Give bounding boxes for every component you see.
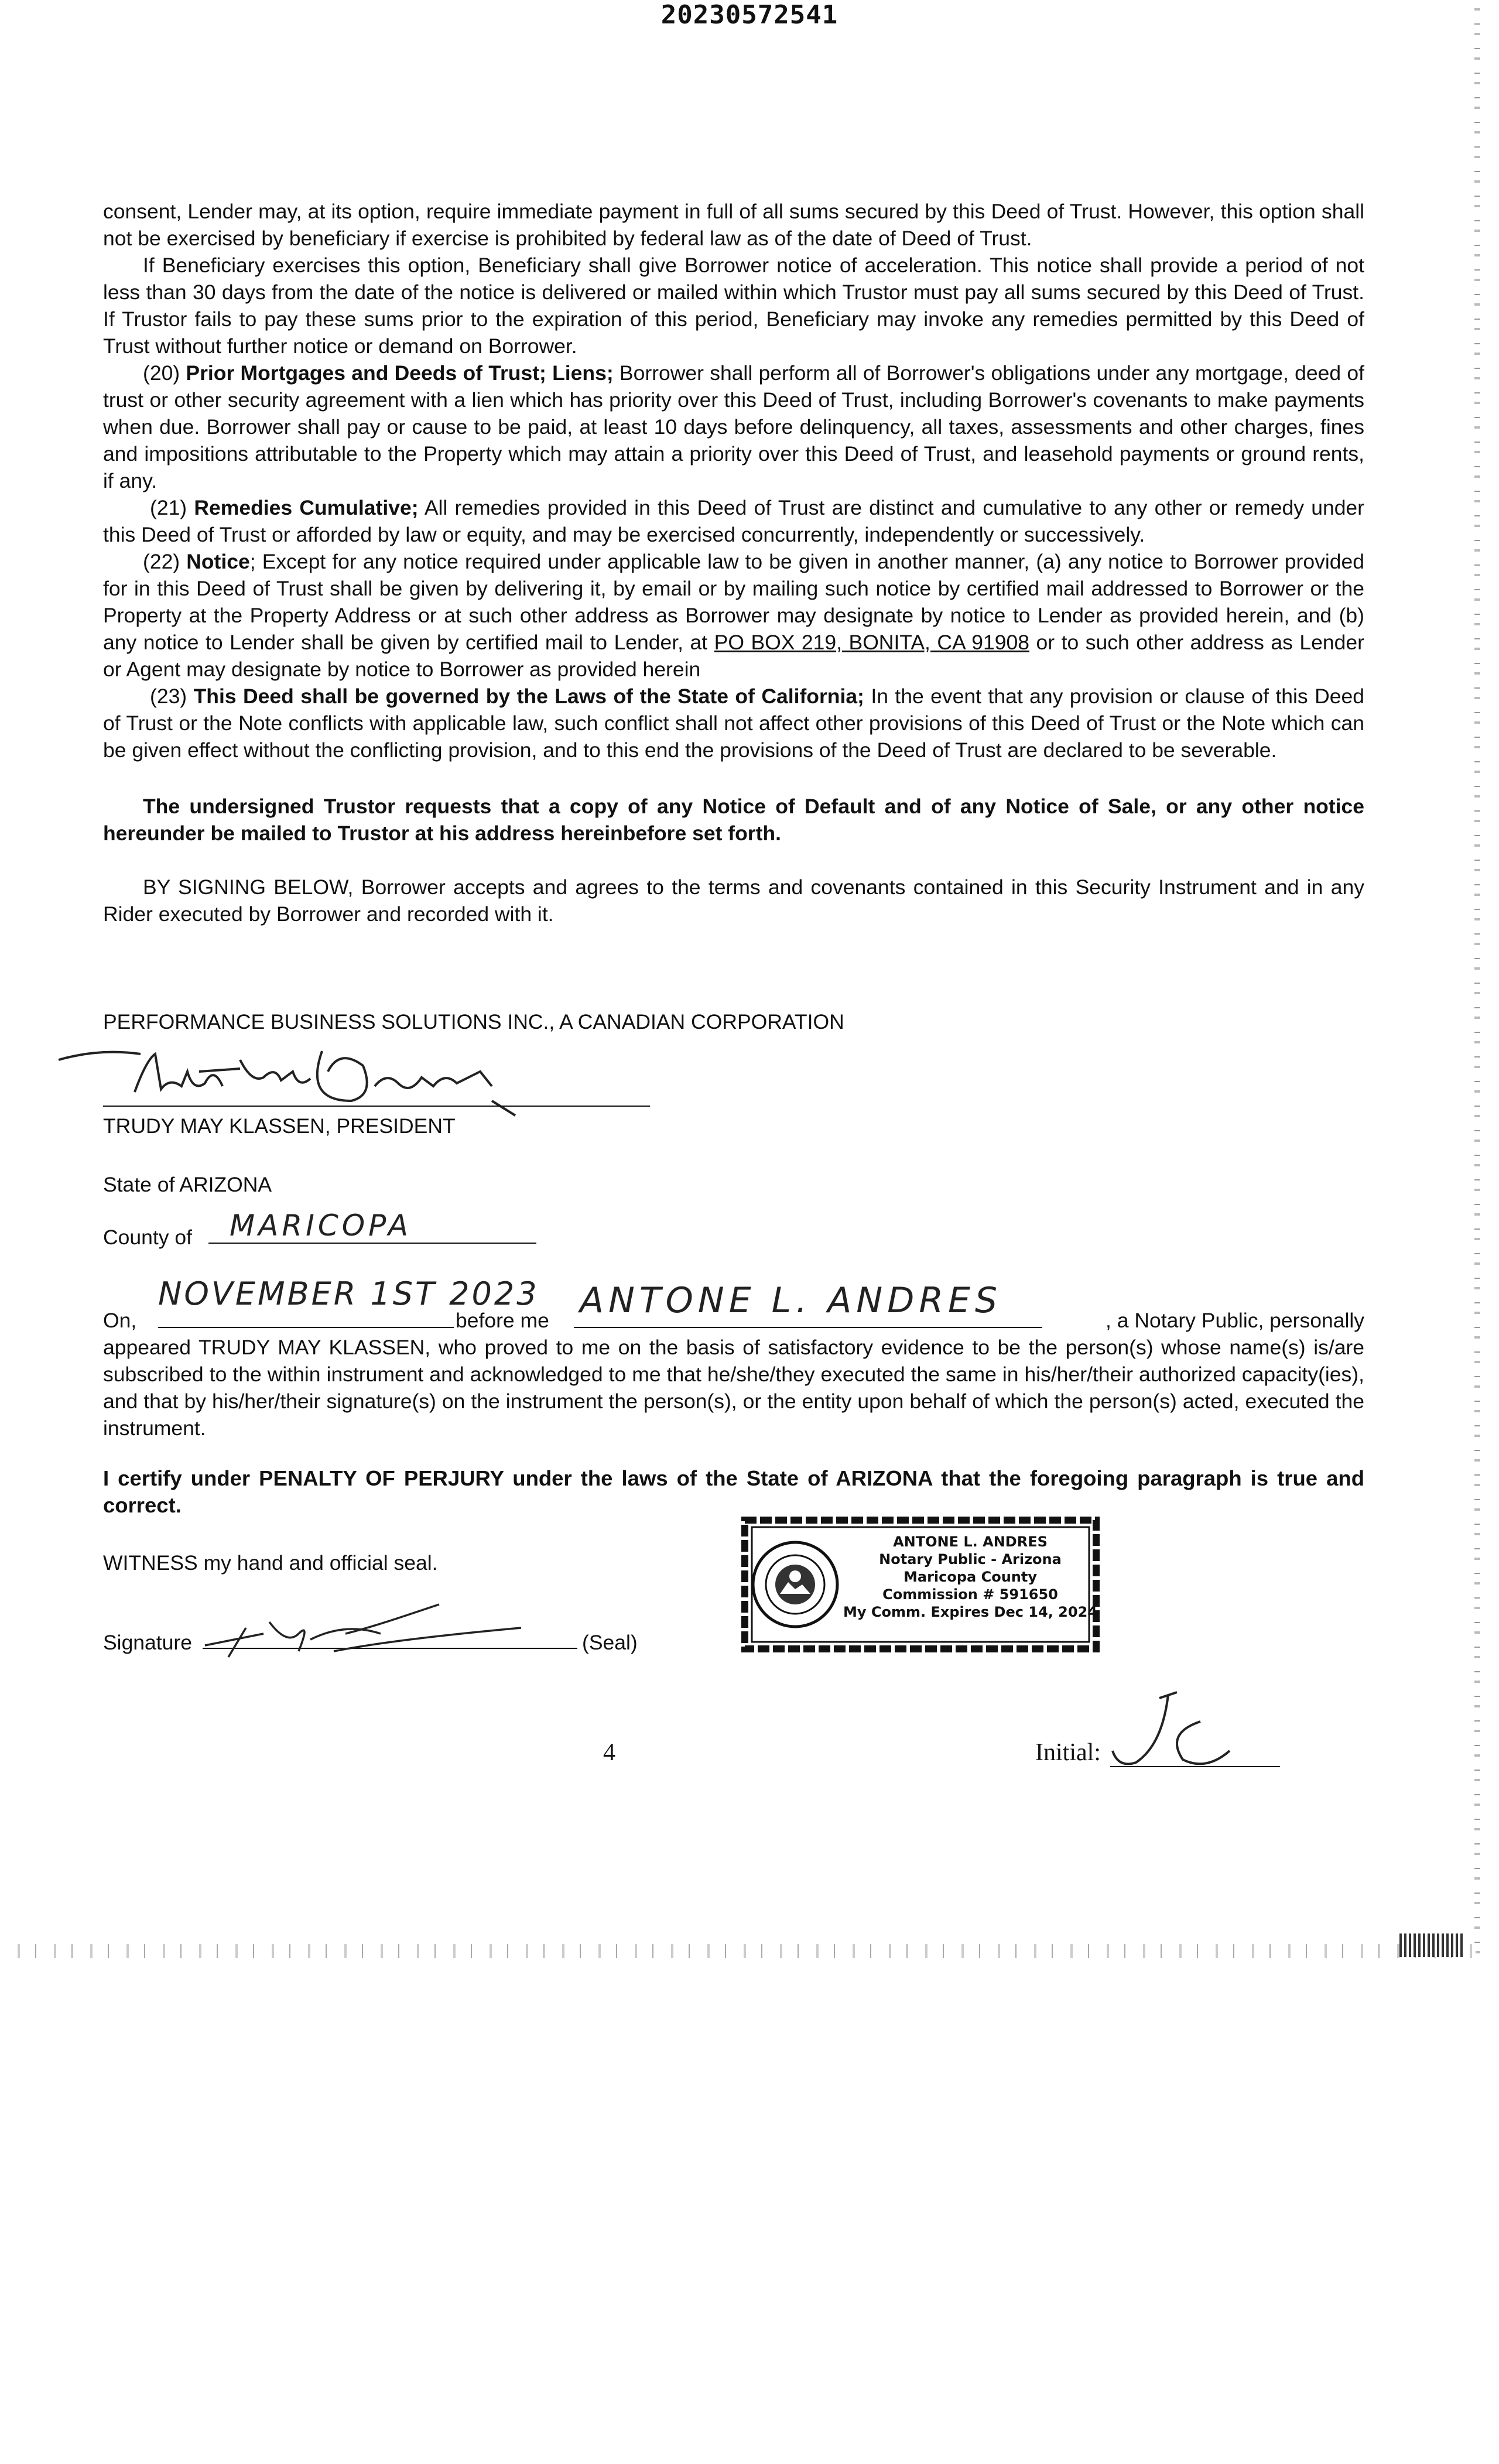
paragraph-consent: consent, Lender may, at its option, require immediate payment in full of all sums secured by this Deed of Trust. However, this option shall not be exercised by beneficiary if exercise is prohibited by federal law as of the date of Deed of Trust. [103, 200, 1364, 250]
section-title: Prior Mortgages and Deeds of Trust; Liens; [186, 361, 614, 385]
scan-edge-bottom [0, 1944, 1476, 1958]
on-label: On, [103, 1309, 137, 1332]
date-handwritten: NOVEMBER 1ST 2023 [158, 1275, 539, 1312]
section-title: Notice [186, 550, 250, 573]
seal-label: (Seal) [582, 1631, 638, 1654]
section-number: (22) [143, 550, 180, 573]
signature-label: Signature [103, 1631, 192, 1654]
seal-line: Commission # 591650 [882, 1586, 1058, 1603]
date-line [158, 1327, 454, 1328]
section-number: (21) [150, 496, 187, 519]
signer-name: TRUDY MAY KLASSEN, PRESIDENT [103, 1114, 456, 1138]
section-text: All remedies provided in this Deed of Trust are distinct and cumulative to any other or remedy under this Deed of Trust or afforded by law or equity, and may be exercised concurrently, independently or successively. [103, 496, 1364, 546]
section-text-tail: or to such other address as Lender or Agent may designate by notice to Borrower as provided herein [103, 631, 1364, 681]
before-me: before me [456, 1309, 549, 1332]
seal-line: Notary Public - Arizona [879, 1551, 1062, 1568]
section-title: Remedies Cumulative; [194, 496, 419, 519]
county-handwritten: MARICOPA [230, 1209, 412, 1243]
paragraph-22 [103, 548, 1364, 683]
seal-line: My Comm. Expires Dec 14, 2024 [843, 1604, 1097, 1620]
section-number: (20) [143, 361, 180, 385]
lender-address: PO BOX 219, BONITA, CA 91908 [714, 631, 1029, 654]
company-name: PERFORMANCE BUSINESS SOLUTIONS INC., A CANADIAN CORPORATION [103, 1010, 844, 1033]
paragraph-23 [103, 683, 1364, 764]
seal-line: Maricopa County [903, 1569, 1037, 1585]
section-text: Borrower shall perform all of Borrower's obligations under any mortgage, deed of trust or other security agreement with a lien which has priority over this Deed of Trust, including Borrower's covenants to make payments when due. Borrower shall pay or cause to be paid, at least 10 days before delinquency, all taxes, assessments and other charges, fines and impositions attributable to the Property which may attain a priority over this Deed of Trust, and leasehold payments or ground rents, if any. [103, 361, 1364, 492]
acknowledgment-text: appeared TRUDY MAY KLASSEN, who proved to me on the basis of satisfactory evidence to be the person(s) whose name(s) is/are subscribed to the within instrument and acknowledged to me that he/she/they executed the same in his/her/their authorized capacity(ies), and that by his/her/their signature(s) on the instrument the person(s), or the entity upon behalf of which the person(s) acted, executed the instrument. [103, 1336, 1364, 1440]
section-title: This Deed shall be governed by the Laws of the State of California; [193, 685, 864, 708]
paragraph-20 [103, 360, 1364, 494]
initials-signature [1095, 1686, 1247, 1774]
section-text: ; Except for any notice required under applicable law to be given in another manner, (a) any notice to Borrower provided for in this Deed of Trust shall be given by delivering it, by email or by mailing such notice by certified mail addressed to Borrower or the Property at the Property Address or at such other address as Borrower may designate by notice to Lender as provided herein, and (b) any notice to Lender shall be given by certified mail to Lender, at [103, 550, 1364, 654]
paragraph-acceleration: If Beneficiary exercises this option, Beneficiary shall give Borrower notice of acceleration. This notice shall provide a period of not less than 30 days from the date of the notice is delivered or mailed within which Trustor must pay all sums secured by this Deed of Trust. If Trustor fails to pay these sums prior to the expiration of this period, Beneficiary may invoke any remedies permitted by this Deed of Trust without further notice or demand on Borrower. [103, 254, 1364, 358]
page-number: 4 [603, 1739, 615, 1766]
scan-edge-right [1474, 0, 1480, 1956]
seal-text [839, 1533, 1102, 1621]
section-number: (23) [150, 685, 187, 708]
initial-label: Initial: [1035, 1739, 1101, 1766]
notary-name-line [574, 1327, 1042, 1328]
notary-public-text: , a Notary Public, personally [1106, 1309, 1364, 1332]
seal-line: ANTONE L. ANDRES [893, 1534, 1048, 1550]
section-text: In the event that any provision or clause of this Deed of Trust or the Note conflicts with applicable law, such conflict shall not affect other provisions of this Deed of Trust or the Note which can be given effect without the conflicting provision, and to this end the provisions of the Deed of Trust are declared to be severable. [103, 685, 1364, 762]
paragraph-21 [103, 494, 1364, 548]
county-label: County of [103, 1226, 192, 1249]
borrower-signature-line [103, 1106, 650, 1107]
signing-statement: BY SIGNING BELOW, Borrower accepts and agrees to the terms and covenants contained in this Security Instrument and in any Rider executed by Borrower and recorded with it. [103, 875, 1364, 926]
perjury-certification: I certify under PENALTY OF PERJURY under the laws of the State of ARIZONA that the foregoing paragraph is true and correct. [103, 1466, 1364, 1517]
witness-line: WITNESS my hand and official seal. [103, 1551, 438, 1575]
county-line [208, 1243, 536, 1244]
notary-signature [193, 1599, 556, 1663]
notary-name-handwritten: ANTONE L. ANDRES [580, 1280, 1002, 1321]
deed-body [103, 198, 1364, 928]
borrower-signature [47, 1036, 668, 1124]
scan-mark [1399, 1933, 1464, 1957]
trustor-request: The undersigned Trustor requests that a copy of any Notice of Default and of any Notice of Sale, or any other notice hereunder be mailed to Trustor at his address hereinbefore set forth. [103, 795, 1364, 845]
document-number: 20230572541 [660, 0, 839, 30]
state-line: State of ARIZONA [103, 1173, 272, 1196]
